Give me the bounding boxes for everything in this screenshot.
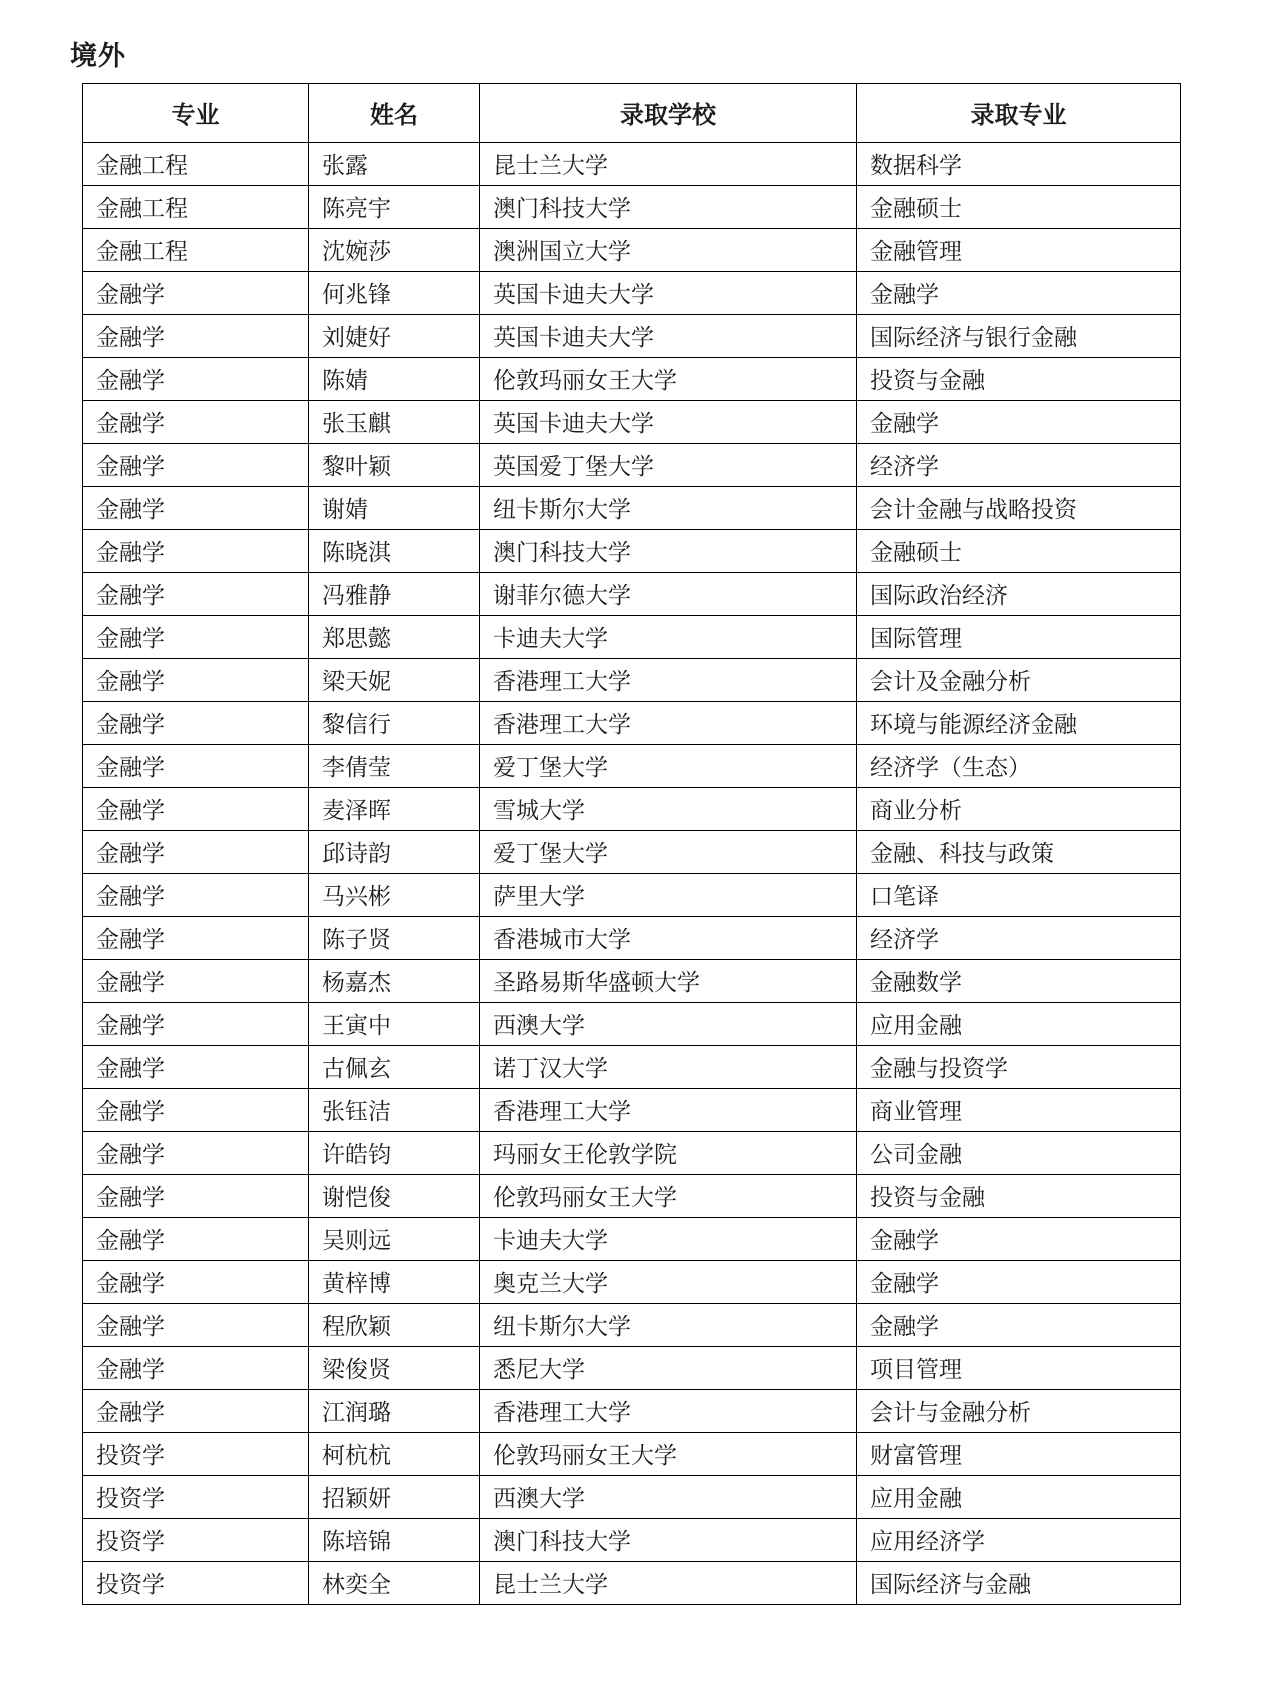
cell-school: 卡迪夫大学 <box>480 615 857 658</box>
cell-major: 金融工程 <box>83 185 309 228</box>
cell-school: 昆士兰大学 <box>480 142 857 185</box>
table-row <box>83 701 1181 744</box>
cell-major: 金融学 <box>83 701 309 744</box>
cell-admitted-major: 国际经济与金融 <box>857 1561 1181 1604</box>
table-row <box>83 1131 1181 1174</box>
table-row <box>83 400 1181 443</box>
table-row <box>83 1002 1181 1045</box>
cell-admitted-major: 会计与金融分析 <box>857 1389 1181 1432</box>
cell-name: 江润璐 <box>309 1389 480 1432</box>
cell-major: 投资学 <box>83 1475 309 1518</box>
table-row <box>83 314 1181 357</box>
cell-admitted-major: 金融学 <box>857 1217 1181 1260</box>
cell-name: 冯雅静 <box>309 572 480 615</box>
cell-school: 谢菲尔德大学 <box>480 572 857 615</box>
cell-major: 投资学 <box>83 1561 309 1604</box>
cell-admitted-major: 投资与金融 <box>857 1174 1181 1217</box>
cell-school: 英国卡迪夫大学 <box>480 400 857 443</box>
cell-school: 香港理工大学 <box>480 658 857 701</box>
cell-school: 爱丁堡大学 <box>480 830 857 873</box>
cell-major: 金融学 <box>83 873 309 916</box>
cell-name: 李倩莹 <box>309 744 480 787</box>
cell-school: 香港理工大学 <box>480 1389 857 1432</box>
cell-name: 黎信行 <box>309 701 480 744</box>
table-row <box>83 1561 1181 1604</box>
table-row <box>83 486 1181 529</box>
cell-school: 玛丽女王伦敦学院 <box>480 1131 857 1174</box>
cell-name: 许皓钧 <box>309 1131 480 1174</box>
cell-school: 英国卡迪夫大学 <box>480 314 857 357</box>
cell-major: 金融学 <box>83 658 309 701</box>
cell-school: 澳门科技大学 <box>480 529 857 572</box>
cell-name: 郑思懿 <box>309 615 480 658</box>
cell-school: 英国卡迪夫大学 <box>480 271 857 314</box>
table-row <box>83 271 1181 314</box>
cell-admitted-major: 应用金融 <box>857 1002 1181 1045</box>
table-row <box>83 1475 1181 1518</box>
cell-name: 麦泽晖 <box>309 787 480 830</box>
cell-name: 张玉麒 <box>309 400 480 443</box>
admissions-table <box>82 83 1181 1605</box>
cell-admitted-major: 金融学 <box>857 400 1181 443</box>
cell-admitted-major: 商业分析 <box>857 787 1181 830</box>
cell-name: 刘婕好 <box>309 314 480 357</box>
cell-admitted-major: 金融硕士 <box>857 185 1181 228</box>
table-row <box>83 1346 1181 1389</box>
cell-school: 雪城大学 <box>480 787 857 830</box>
cell-admitted-major: 会计及金融分析 <box>857 658 1181 701</box>
cell-admitted-major: 金融学 <box>857 1303 1181 1346</box>
cell-school: 英国爱丁堡大学 <box>480 443 857 486</box>
cell-name: 马兴彬 <box>309 873 480 916</box>
cell-admitted-major: 金融学 <box>857 271 1181 314</box>
table-body <box>83 142 1181 1604</box>
cell-name: 林奕全 <box>309 1561 480 1604</box>
cell-name: 陈亮宇 <box>309 185 480 228</box>
cell-major: 金融学 <box>83 615 309 658</box>
table-row <box>83 1303 1181 1346</box>
cell-admitted-major: 口笔译 <box>857 873 1181 916</box>
cell-admitted-major: 国际管理 <box>857 615 1181 658</box>
cell-major: 投资学 <box>83 1518 309 1561</box>
cell-admitted-major: 项目管理 <box>857 1346 1181 1389</box>
cell-admitted-major: 会计金融与战略投资 <box>857 486 1181 529</box>
cell-name: 陈培锦 <box>309 1518 480 1561</box>
cell-major: 金融学 <box>83 486 309 529</box>
cell-name: 谢婧 <box>309 486 480 529</box>
cell-school: 香港城市大学 <box>480 916 857 959</box>
cell-admitted-major: 应用金融 <box>857 1475 1181 1518</box>
cell-school: 澳洲国立大学 <box>480 228 857 271</box>
cell-major: 金融学 <box>83 744 309 787</box>
cell-admitted-major: 公司金融 <box>857 1131 1181 1174</box>
cell-school: 奥克兰大学 <box>480 1260 857 1303</box>
table-row <box>83 1045 1181 1088</box>
cell-major: 金融学 <box>83 1002 309 1045</box>
table-row <box>83 959 1181 1002</box>
cell-major: 金融学 <box>83 271 309 314</box>
cell-name: 柯杭杭 <box>309 1432 480 1475</box>
cell-admitted-major: 应用经济学 <box>857 1518 1181 1561</box>
table-row <box>83 1389 1181 1432</box>
cell-major: 金融学 <box>83 1174 309 1217</box>
table-row <box>83 572 1181 615</box>
cell-major: 金融学 <box>83 529 309 572</box>
cell-admitted-major: 环境与能源经济金融 <box>857 701 1181 744</box>
cell-major: 金融学 <box>83 1088 309 1131</box>
table-row <box>83 1432 1181 1475</box>
cell-major: 金融学 <box>83 959 309 1002</box>
cell-major: 投资学 <box>83 1432 309 1475</box>
page-title: 境外 <box>70 41 126 71</box>
table-row <box>83 658 1181 701</box>
cell-school: 西澳大学 <box>480 1475 857 1518</box>
table-row <box>83 1260 1181 1303</box>
cell-name: 王寅中 <box>309 1002 480 1045</box>
column-header-name: 姓名 <box>309 83 480 142</box>
cell-name: 陈婧 <box>309 357 480 400</box>
cell-major: 金融学 <box>83 1260 309 1303</box>
cell-admitted-major: 财富管理 <box>857 1432 1181 1475</box>
cell-major: 金融学 <box>83 916 309 959</box>
cell-name: 张露 <box>309 142 480 185</box>
cell-major: 金融学 <box>83 1217 309 1260</box>
cell-admitted-major: 金融与投资学 <box>857 1045 1181 1088</box>
table-row <box>83 787 1181 830</box>
table-row <box>83 830 1181 873</box>
cell-admitted-major: 经济学 <box>857 443 1181 486</box>
cell-school: 诺丁汉大学 <box>480 1045 857 1088</box>
cell-school: 纽卡斯尔大学 <box>480 486 857 529</box>
cell-name: 何兆锋 <box>309 271 480 314</box>
cell-admitted-major: 金融数学 <box>857 959 1181 1002</box>
cell-major: 金融学 <box>83 314 309 357</box>
cell-admitted-major: 经济学（生态） <box>857 744 1181 787</box>
cell-name: 程欣颖 <box>309 1303 480 1346</box>
cell-school: 爱丁堡大学 <box>480 744 857 787</box>
cell-major: 金融学 <box>83 1045 309 1088</box>
table-row <box>83 1217 1181 1260</box>
cell-major: 金融工程 <box>83 142 309 185</box>
cell-name: 陈子贤 <box>309 916 480 959</box>
cell-school: 伦敦玛丽女王大学 <box>480 1432 857 1475</box>
column-header-major: 专业 <box>83 83 309 142</box>
table-row <box>83 873 1181 916</box>
cell-name: 招颖妍 <box>309 1475 480 1518</box>
cell-admitted-major: 国际经济与银行金融 <box>857 314 1181 357</box>
table-row <box>83 1174 1181 1217</box>
cell-name: 张钰洁 <box>309 1088 480 1131</box>
cell-admitted-major: 金融硕士 <box>857 529 1181 572</box>
cell-major: 金融学 <box>83 1131 309 1174</box>
cell-school: 伦敦玛丽女王大学 <box>480 1174 857 1217</box>
table-row <box>83 615 1181 658</box>
cell-school: 圣路易斯华盛顿大学 <box>480 959 857 1002</box>
cell-name: 梁天妮 <box>309 658 480 701</box>
cell-major: 金融学 <box>83 443 309 486</box>
cell-school: 香港理工大学 <box>480 701 857 744</box>
cell-school: 澳门科技大学 <box>480 1518 857 1561</box>
cell-admitted-major: 数据科学 <box>857 142 1181 185</box>
cell-school: 伦敦玛丽女王大学 <box>480 357 857 400</box>
table-row <box>83 228 1181 271</box>
column-header-admitted-major: 录取专业 <box>857 83 1181 142</box>
cell-major: 金融学 <box>83 357 309 400</box>
table-row <box>83 142 1181 185</box>
cell-major: 金融学 <box>83 787 309 830</box>
cell-admitted-major: 经济学 <box>857 916 1181 959</box>
cell-admitted-major: 金融管理 <box>857 228 1181 271</box>
cell-major: 金融学 <box>83 1389 309 1432</box>
cell-admitted-major: 商业管理 <box>857 1088 1181 1131</box>
table-row <box>83 357 1181 400</box>
cell-name: 杨嘉杰 <box>309 959 480 1002</box>
cell-name: 古佩玄 <box>309 1045 480 1088</box>
cell-school: 香港理工大学 <box>480 1088 857 1131</box>
table-row <box>83 529 1181 572</box>
cell-admitted-major: 投资与金融 <box>857 357 1181 400</box>
table-row <box>83 916 1181 959</box>
cell-major: 金融学 <box>83 400 309 443</box>
cell-admitted-major: 金融学 <box>857 1260 1181 1303</box>
table-row <box>83 185 1181 228</box>
cell-major: 金融学 <box>83 1303 309 1346</box>
cell-school: 西澳大学 <box>480 1002 857 1045</box>
cell-school: 昆士兰大学 <box>480 1561 857 1604</box>
cell-name: 陈晓淇 <box>309 529 480 572</box>
cell-major: 金融学 <box>83 572 309 615</box>
cell-school: 萨里大学 <box>480 873 857 916</box>
cell-major: 金融工程 <box>83 228 309 271</box>
cell-major: 金融学 <box>83 1346 309 1389</box>
cell-name: 黎叶颖 <box>309 443 480 486</box>
column-header-school: 录取学校 <box>480 83 857 142</box>
cell-name: 邱诗韵 <box>309 830 480 873</box>
cell-school: 卡迪夫大学 <box>480 1217 857 1260</box>
cell-name: 吴则远 <box>309 1217 480 1260</box>
table-row <box>83 1088 1181 1131</box>
cell-school: 澳门科技大学 <box>480 185 857 228</box>
table-row <box>83 443 1181 486</box>
table-row <box>83 744 1181 787</box>
cell-school: 纽卡斯尔大学 <box>480 1303 857 1346</box>
cell-name: 沈婉莎 <box>309 228 480 271</box>
cell-school: 悉尼大学 <box>480 1346 857 1389</box>
cell-admitted-major: 国际政治经济 <box>857 572 1181 615</box>
cell-name: 谢恺俊 <box>309 1174 480 1217</box>
cell-major: 金融学 <box>83 830 309 873</box>
cell-name: 梁俊贤 <box>309 1346 480 1389</box>
cell-name: 黄梓博 <box>309 1260 480 1303</box>
table-row <box>83 1518 1181 1561</box>
cell-admitted-major: 金融、科技与政策 <box>857 830 1181 873</box>
table-header-row <box>83 83 1181 142</box>
